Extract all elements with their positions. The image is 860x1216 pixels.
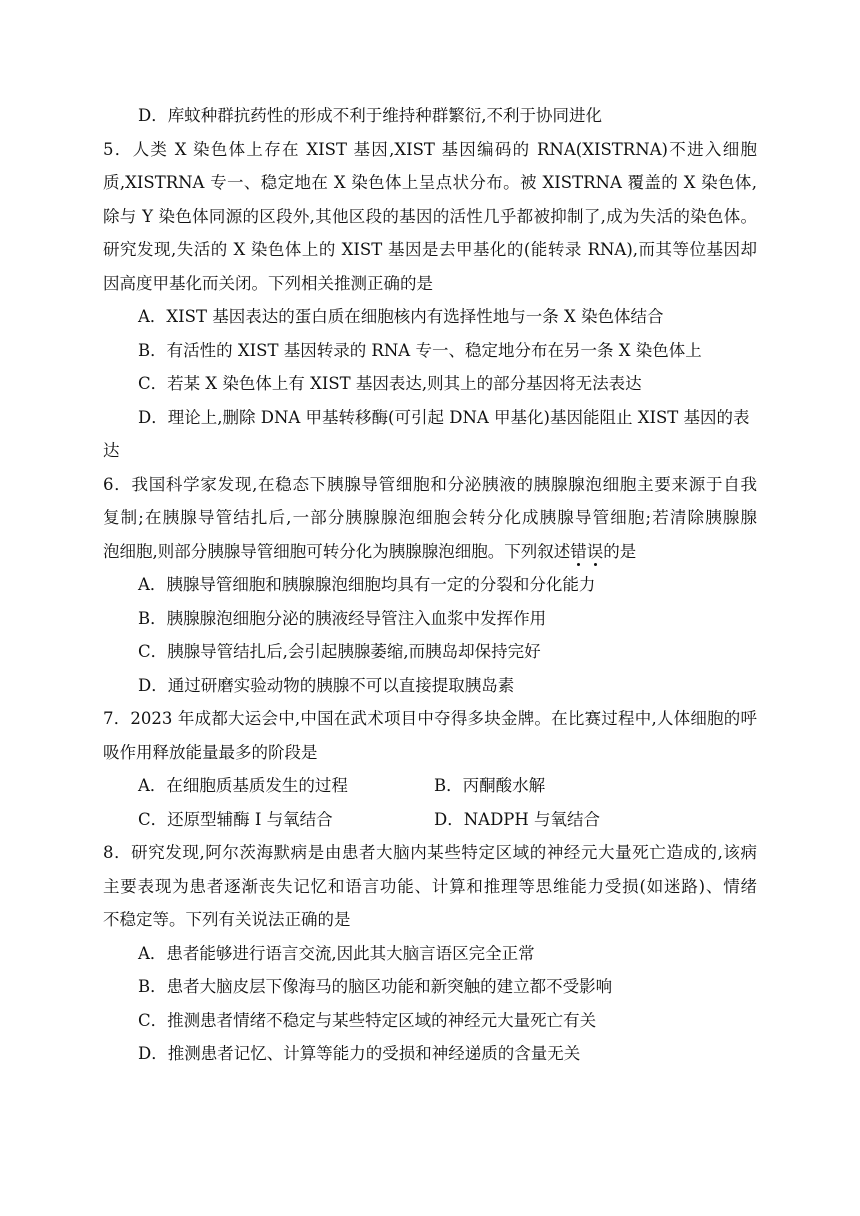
question-7: [103, 702, 757, 836]
q6-stem-prefix: 泡细胞,则部分胰腺导管细胞可转分化为胰腺腺泡细胞。下列叙述: [103, 541, 571, 561]
q8-stem-line-1: 8．研究发现,阿尔茨海默病是由患者大脑内某些特定区域的神经元大量死亡造成的,该病: [103, 843, 757, 862]
q8-option-c: C．推测患者情绪不稳定与某些特定区域的神经元大量死亡有关: [138, 1010, 597, 1030]
q5-stem-line-2: 质,XISTRNA 专一、稳定地在 X 染色体上呈点状分布。被 XISTRNA 覆盖的 X 染色体,: [103, 173, 757, 192]
q7-option-b: B．丙酮酸水解: [434, 776, 546, 795]
q5-stem-line-3: 除与 Y 染色体同源的区段外,其他区段的基因的活性几乎都被抑制了,成为失活的染色体。: [103, 206, 757, 226]
q8-stem-line-3: 不稳定等。下列有关说法正确的是: [103, 910, 351, 929]
q6-option-b: B．胰腺腺泡细胞分泌的胰液经导管注入血浆中发挥作用: [138, 608, 547, 628]
q6-option-c: C．胰腺导管结扎后,会引起胰腺萎缩,而胰岛却保持完好: [138, 642, 541, 661]
q8-option-d: D．推测患者记忆、计算等能力的受损和神经递质的含量无关: [138, 1044, 581, 1063]
q7-stem-line-2: 吸作用释放能量最多的阶段是: [103, 742, 318, 762]
q8-stem-line-2: 主要表现为患者逐渐丧失记忆和语言功能、计算和推理等思维能力受损(如迷路)、情绪: [103, 876, 757, 896]
question-8: [103, 836, 757, 1071]
q8-option-a: A．患者能够进行语言交流,因此其大脑言语区完全正常: [138, 943, 535, 963]
q7-option-d: D．NADPH 与氧结合: [434, 809, 601, 829]
q7-stem-line-1: 7．2023 年成都大运会中,中国在武术项目中夺得多块金牌。在比赛过程中,人体细胞的呼: [103, 709, 757, 728]
q5-option-a: A．XIST 基因表达的蛋白质在细胞核内有选择性地与一条 X 染色体结合: [138, 307, 664, 326]
q5-option-c: C．若某 X 染色体上有 XIST 基因表达,则其上的部分基因将无法表达: [138, 374, 642, 393]
q4-option-d: D．库蚊种群抗药性的形成不利于维持种群繁衍,不利于协同进化: [138, 106, 602, 125]
q7-option-c: C．还原型辅酶 I 与氧结合: [138, 809, 333, 829]
q6-option-a: A．胰腺导管细胞和胰腺腺泡细胞均具有一定的分裂和分化能力: [138, 575, 596, 594]
q5-stem-line-5: 因高度甲基化而关闭。下列相关推测正确的是: [103, 273, 433, 293]
q7-option-a: A．在细胞质基质发生的过程: [138, 776, 348, 795]
q6-stem-line-1: 6．我国科学家发现,在稳态下胰腺导管细胞和分泌胰液的胰腺腺泡细胞主要来源于自我: [103, 474, 757, 494]
q5-stem-line-4: 研究发现,失活的 X 染色体上的 XIST 基因是去甲基化的(能转录 RNA),而其等位基因却: [103, 240, 757, 259]
q5-option-d-continued: 达: [103, 441, 120, 460]
q6-emphasis-char-1: 错: [570, 535, 587, 569]
q8-option-b: B．患者大脑皮层下像海马的脑区功能和新突触的建立都不受影响: [138, 977, 613, 996]
q7-options-row-1: [103, 769, 757, 803]
q5-option-d: D．理论上,删除 DNA 甲基转移酶(可引起 DNA 甲基化)基因能阻止 XIST 基因的表: [138, 407, 750, 427]
q7-options-row-2: [103, 803, 757, 837]
q6-stem-suffix: 的是: [603, 541, 637, 561]
question-5: [103, 133, 757, 468]
q6-emphasis-char-2: 误: [587, 535, 604, 569]
q5-stem-line-1: 5．人类 X 染色体上存在 XIST 基因,XIST 基因编码的 RNA(XISTRNA)不进入细胞: [103, 139, 757, 159]
q6-stem-line-2: 复制;在胰腺导管结扎后,一部分胰腺腺泡细胞会转分化成胰腺导管细胞;若清除胰腺腺: [103, 508, 757, 527]
q6-stem-line-3: [103, 535, 757, 569]
question-6: [103, 468, 757, 703]
q5-option-b: B．有活性的 XIST 基因转录的 RNA 专一、稳定地分布在另一条 X 染色体上: [138, 340, 702, 360]
q6-option-d: D．通过研磨实验动物的胰腺不可以直接提取胰岛素: [138, 675, 515, 695]
